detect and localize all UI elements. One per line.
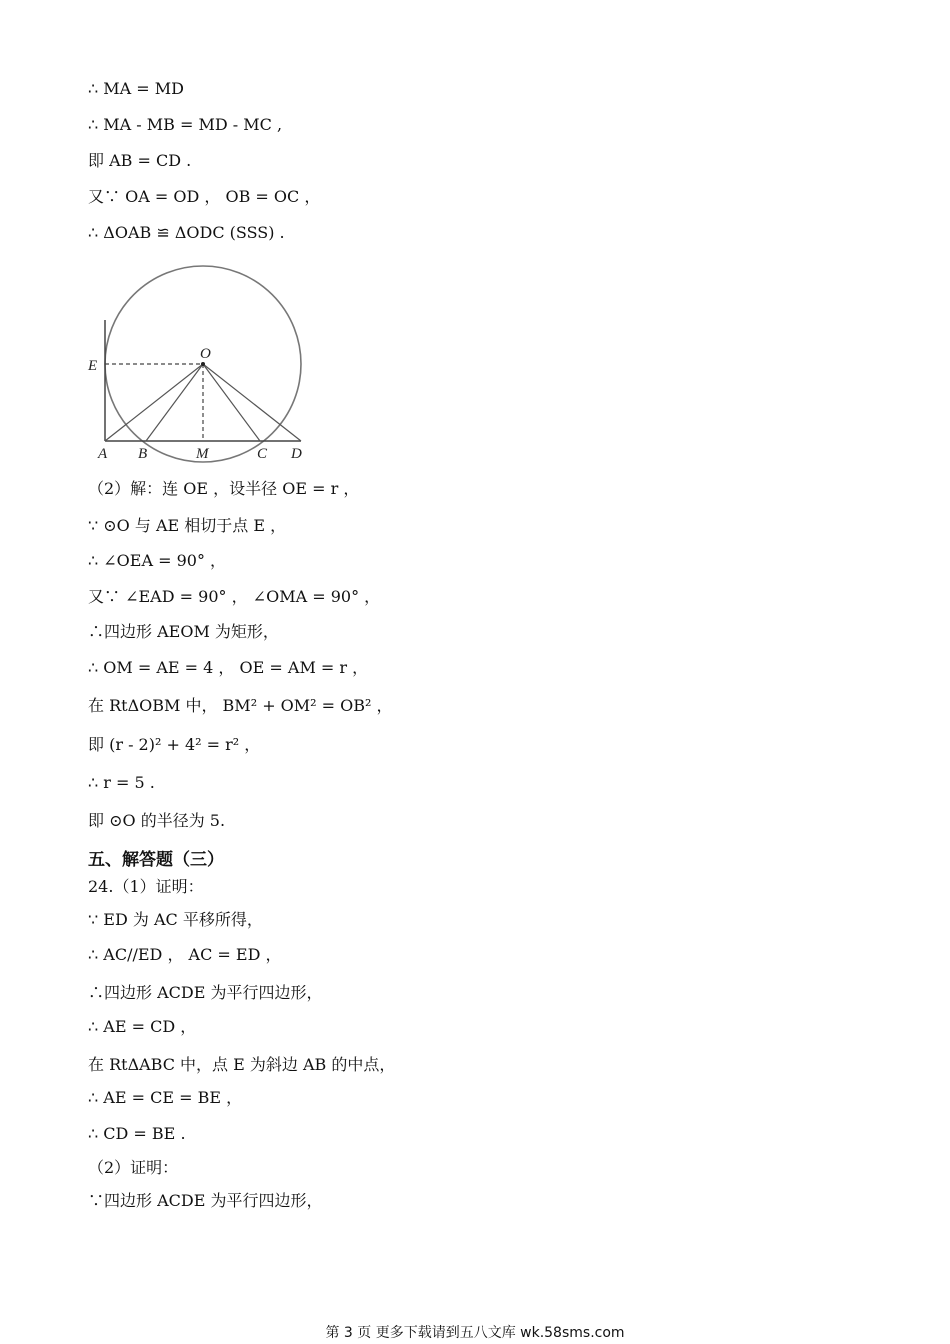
label-c: C (257, 446, 268, 462)
proof-line: 又∵ ∠EAD = 90° ， ∠OMA = 90° ， (88, 587, 381, 606)
circle-tangent-diagram (84, 262, 324, 467)
proof-line: ∴ OM = AE = 4 ， OE = AM = r ， (88, 658, 369, 677)
proof-line: 在 RtΔABC 中，点 E 为斜边 AB 的中点， (88, 1055, 396, 1074)
proof-line: ∴ r = 5 . (88, 773, 155, 792)
label-b: B (138, 446, 148, 462)
section-heading: 五、解答题（三） (88, 850, 224, 870)
proof-line: ∴ AC//ED ， AC = ED ， (88, 945, 282, 964)
label-d: D (291, 446, 302, 462)
label-a: A (98, 446, 108, 462)
proof-line: ∴四边形 ACDE 为平行四边形， (88, 983, 323, 1002)
proof-line: ∴ CD = BE . (88, 1124, 186, 1143)
point-o (201, 362, 205, 366)
proof-line: 即 ⊙O 的半径为 5. (88, 811, 226, 830)
proof-line: 即 AB = CD . (88, 151, 192, 170)
proof-line: 在 RtΔOBM 中， BM² + OM² = OB² ， (88, 696, 393, 715)
proof-line: ∴ AE = CD ， (88, 1017, 197, 1036)
proof-line: （2）解：连 OE ，设半径 OE = r ， (88, 479, 360, 498)
proof-line: ∵ ED 为 AC 平移所得， (88, 910, 263, 929)
proof-line: ∴四边形 AEOM 为矩形， (88, 622, 279, 641)
label-e: E (88, 358, 98, 374)
proof-line: ∵四边形 ACDE 为平行四边形， (88, 1191, 323, 1210)
proof-line: 即 (r - 2)² + 4² = r² ， (88, 735, 261, 754)
page-footer: 第 3 页 更多下载请到五八文库 wk.58sms.com (325, 1325, 625, 1341)
proof-line: ∴ MA = MD (88, 79, 184, 98)
geometry-figure (84, 262, 324, 471)
label-o: O (200, 346, 211, 362)
proof-line: ∴ MA - MB = MD - MC , (88, 115, 283, 134)
proof-line: ∴ ∠OEA = 90° ， (88, 551, 227, 570)
proof-line: ∴ AE = CE = BE ， (88, 1088, 243, 1107)
label-m: M (196, 446, 209, 462)
proof-line: 24.（1）证明： (88, 877, 204, 896)
proof-line: ∴ ΔOAB ≌ ΔODC (SSS) . (88, 223, 285, 242)
proof-line: （2）证明： (88, 1158, 179, 1177)
proof-line: 又∵ OA = OD ， OB = OC ， (88, 187, 321, 206)
proof-line: ∵ ⊙O 与 AE 相切于点 E ， (88, 516, 287, 535)
